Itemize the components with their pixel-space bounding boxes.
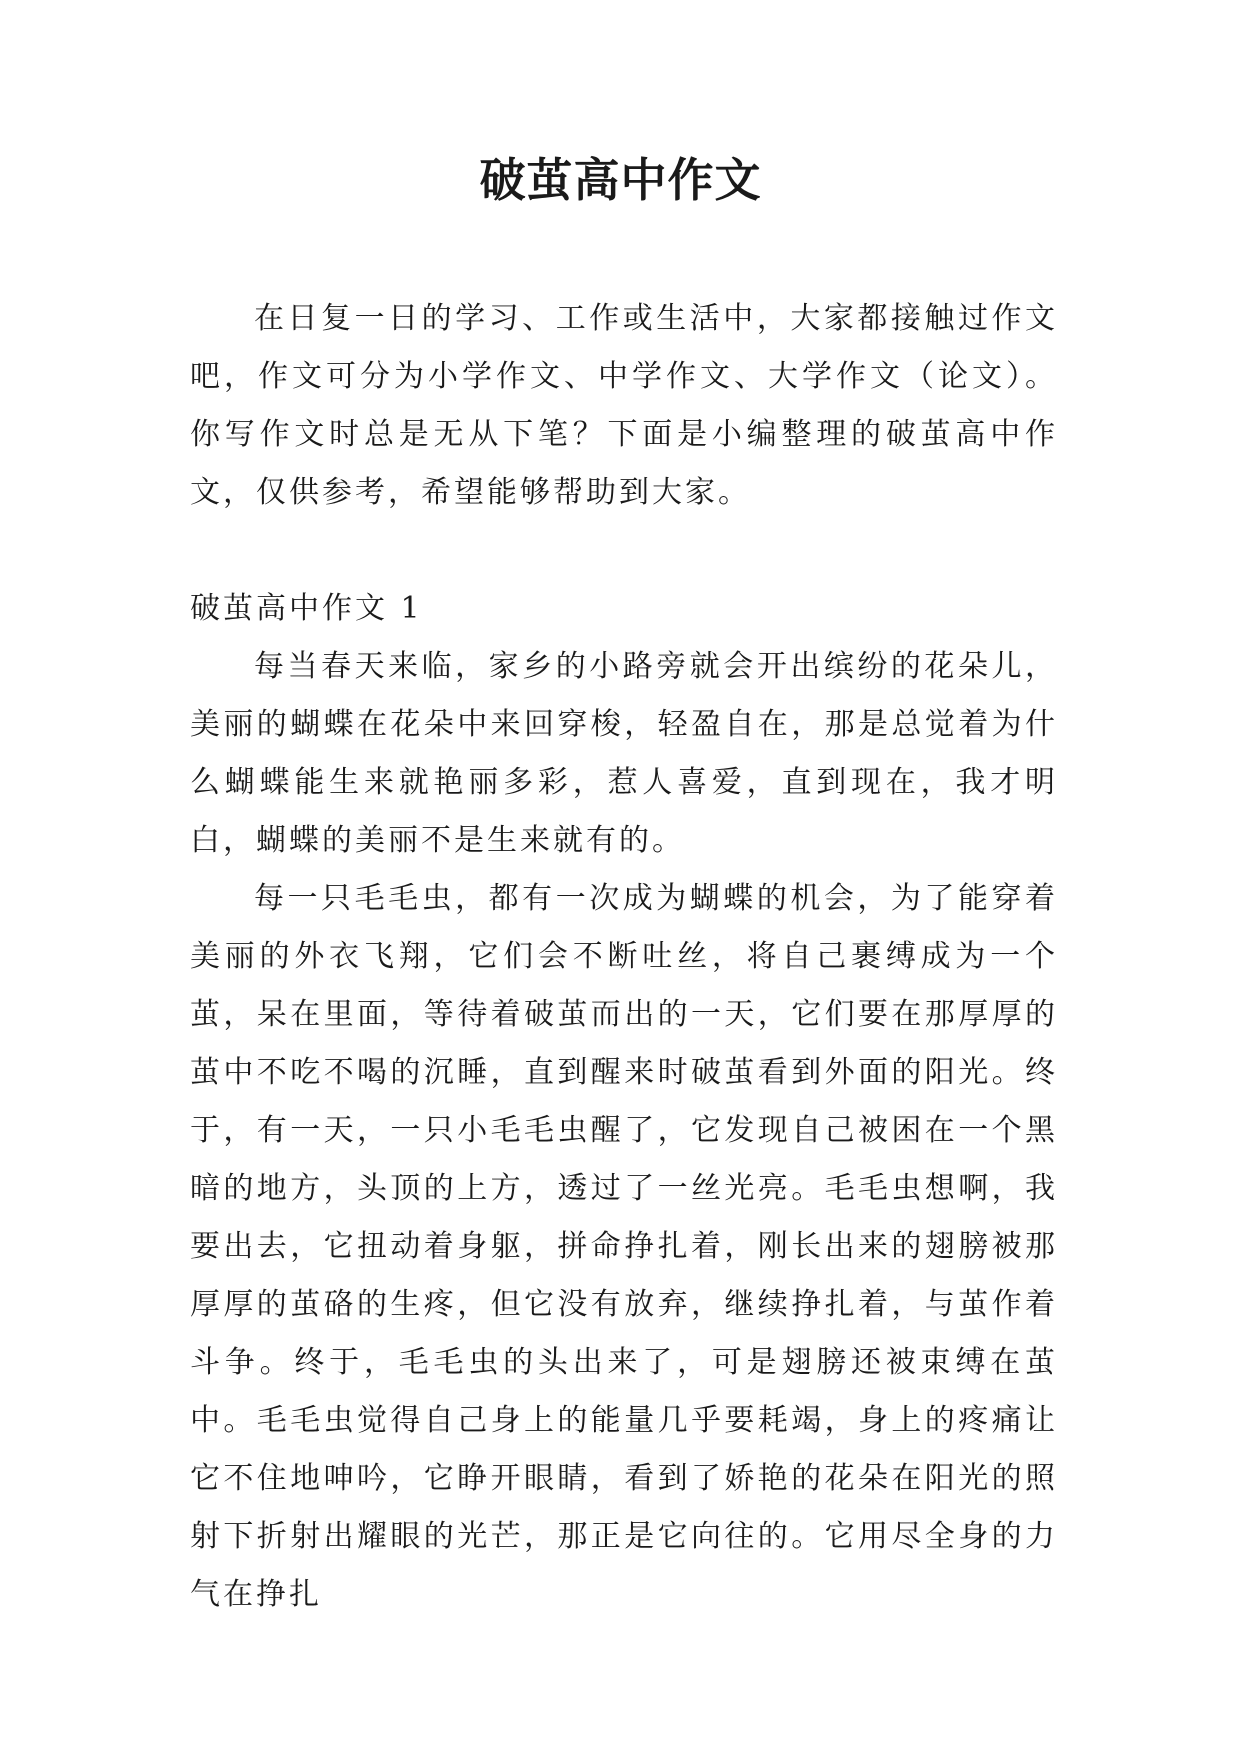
body-paragraph: 每一只毛毛虫，都有一次成为蝴蝶的机会，为了能穿着美丽的外衣飞翔，它们会不断吐丝，将自己裹缚成为一个茧，呆在里面，等待着破茧而出的一天，它们要在那厚厚的茧中不吃不喝的沉睡，直到醒来时破茧看到外面的阳光。终于，有一天，一只小毛毛虫醒了，它发现自己被困在一个黑暗的地方，头顶的上方，透过了一丝光亮。毛毛虫想啊，我要出去，它扭动着身躯，拼命挣扎着，刚长出来的翅膀被那厚厚的茧硌的生疼，但它没有放弃，继续挣扎着，与茧作着斗争。终于，毛毛虫的头出来了，可是翅膀还被束缚在茧中。毛毛虫觉得自己身上的能量几乎要耗竭，身上的疼痛让它不住地呻吟，它睁开眼睛，看到了娇艳的花朵在阳光的照射下折射出耀眼的光芒，那正是它向往的。它用尽全身的力气在挣扎 — [190, 881, 1058, 1612]
section-heading: 破茧高中作文 1 — [190, 591, 423, 626]
body-paragraph: 每当春天来临，家乡的小路旁就会开出缤纷的花朵儿，美丽的蝴蝶在花朵中来回穿梭，轻盈自在，那是总觉着为什么蝴蝶能生来就艳丽多彩，惹人喜爱，直到现在，我才明白，蝴蝶的美丽不是生来就有的。 — [190, 649, 1058, 858]
intro-paragraph: 在日复一日的学习、工作或生活中，大家都接触过作文吧，作文可分为小学作文、中学作文、大学作文（论文）。你写作文时总是无从下笔？下面是小编整理的破茧高中作文，仅供参考，希望能够帮助到大家。 — [190, 301, 1058, 510]
document-title: 破茧高中作文 — [479, 153, 762, 207]
document-body — [190, 290, 1058, 1624]
